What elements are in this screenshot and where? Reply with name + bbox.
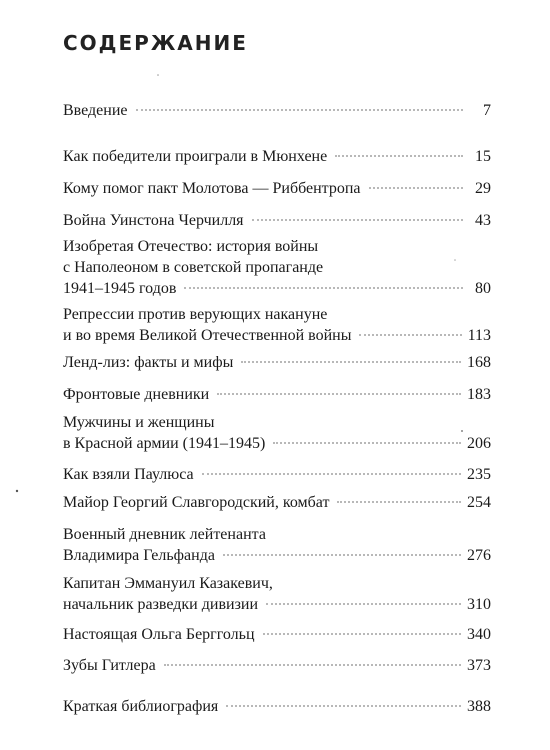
toc-entry-title-line: Репрессии против верующих накануне bbox=[63, 306, 328, 323]
toc-entry-title-line: Как взяли Паулюса bbox=[63, 466, 194, 483]
toc-entry-title-line: начальник разведки дивизии bbox=[63, 596, 259, 613]
toc-page-number: 80 bbox=[475, 280, 491, 297]
toc-page-number: 254 bbox=[467, 494, 491, 511]
speck bbox=[461, 430, 463, 432]
toc-page-number: 388 bbox=[467, 698, 491, 715]
toc-page-number: 183 bbox=[467, 386, 491, 403]
toc-page-number: 113 bbox=[467, 327, 491, 344]
toc-page-number: 276 bbox=[467, 547, 491, 564]
toc-entry-title-line: Война Уинстона Черчилля bbox=[63, 212, 244, 229]
toc-page-number: 15 bbox=[475, 148, 491, 165]
toc-entry-title-line: 1941–1945 годов bbox=[63, 280, 177, 297]
toc-entry-title-line: в Красной армии (1941–1945) bbox=[63, 435, 266, 452]
toc-page-number: 373 bbox=[467, 657, 491, 674]
toc-entry-title-line: Как победители проиграли в Мюнхене bbox=[63, 148, 328, 165]
toc-entry-title-line: и во время Великой Отечественной войны bbox=[63, 327, 352, 344]
toc-entry-title-line: Мужчины и женщины bbox=[63, 414, 215, 431]
toc-page-number: 29 bbox=[475, 180, 491, 197]
speck bbox=[157, 74, 159, 76]
toc-entry-title-line: Зубы Гитлера bbox=[63, 657, 156, 674]
speck bbox=[454, 259, 456, 261]
toc-page-number: 168 bbox=[467, 354, 491, 371]
toc-page-number: 43 bbox=[475, 212, 491, 229]
toc-page-number: 206 bbox=[467, 435, 491, 452]
toc-entry-title-line: Краткая библиография bbox=[63, 698, 219, 715]
toc-page-number: 310 bbox=[467, 596, 491, 613]
speck bbox=[16, 490, 18, 492]
toc-page-number: 7 bbox=[483, 102, 491, 119]
toc-entry-title-line: Военный дневник лейтенанта bbox=[63, 526, 266, 543]
toc-entry-title-line: Настоящая Ольга Берггольц bbox=[63, 626, 255, 643]
toc-entry-title-line: Введение bbox=[63, 102, 128, 119]
page-title: СОДЕРЖАНИЕ bbox=[63, 31, 248, 55]
toc-entry-title-line: Кому помог пакт Молотова — Риббентропа bbox=[63, 180, 361, 197]
toc-entry-title-line: с Наполеоном в советской пропаганде bbox=[63, 259, 324, 276]
toc-entry-title-line: Владимира Гельфанда bbox=[63, 547, 215, 564]
toc-page-number: 235 bbox=[467, 466, 491, 483]
toc-page-number: 340 bbox=[467, 626, 491, 643]
toc-entry-title-line: Майор Георгий Славгородский, комбат bbox=[63, 494, 330, 511]
toc-entry-title-line: Изобретая Отечество: история войны bbox=[63, 238, 319, 255]
toc-entry-title-line: Ленд-лиз: факты и мифы bbox=[63, 354, 234, 371]
toc-entry-title-line: Капитан Эммануил Казакевич, bbox=[63, 575, 273, 592]
toc-entry-title-line: Фронтовые дневники bbox=[63, 386, 210, 403]
